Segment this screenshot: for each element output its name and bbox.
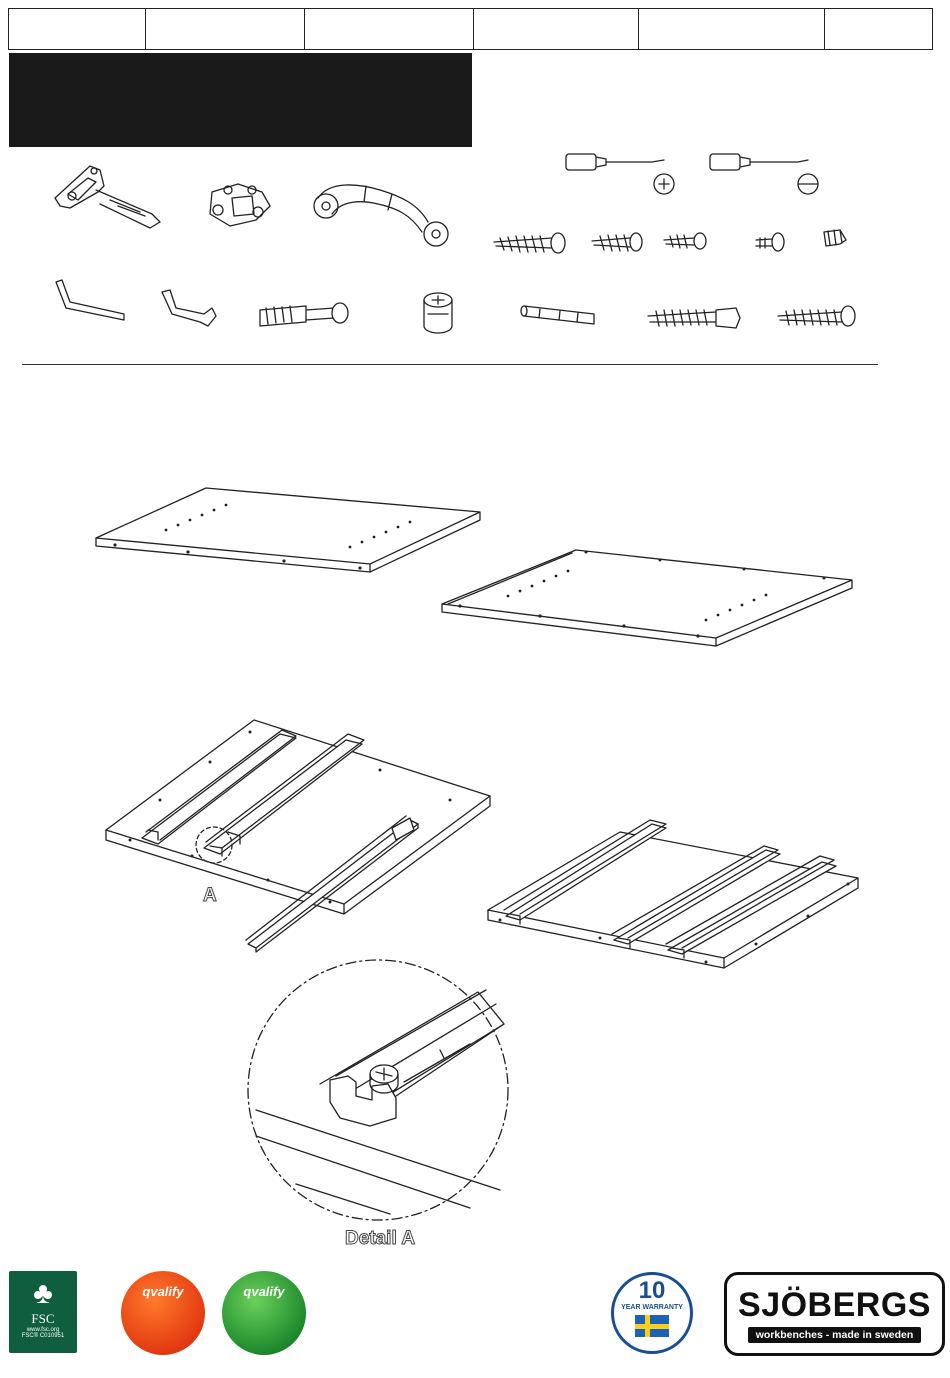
fsc-code: FSC® C010951 <box>21 1333 65 1339</box>
screw-icon <box>824 230 846 246</box>
swedish-flag-icon <box>635 1315 669 1337</box>
flat-screwdriver-icon <box>710 154 818 194</box>
warranty-text: YEAR WARRANTY <box>621 1304 683 1311</box>
hinge-plate-icon <box>210 184 270 226</box>
panel-illustration <box>442 550 852 646</box>
phillips-screwdriver-icon <box>566 154 674 194</box>
panel-with-runners-illustration <box>488 820 858 968</box>
fsc-web: www.fsc.org <box>26 1327 60 1333</box>
fsc-mark: FSC <box>31 1311 55 1326</box>
screw-icon <box>756 233 784 251</box>
cam-lock-icon <box>424 293 452 333</box>
panel-illustration <box>96 488 480 572</box>
allen-key-icon <box>162 290 216 326</box>
handle-icon <box>314 185 448 246</box>
panel-with-runners-illustration <box>106 720 490 952</box>
divider-line <box>22 364 878 365</box>
detail-a-illustration <box>248 960 508 1220</box>
screw-icon <box>648 308 740 328</box>
dowel-icon <box>521 306 594 324</box>
hinge-icon <box>55 166 160 228</box>
cam-bolt-icon <box>260 303 348 326</box>
screw-icon <box>778 306 855 326</box>
warranty-badge <box>611 1272 693 1354</box>
brand-name: SJÖBERGS <box>738 1286 931 1324</box>
screw-icon <box>664 233 706 249</box>
fsc-logo <box>9 1271 77 1353</box>
qvalify-orange-logo <box>121 1271 205 1355</box>
detail-caption: Detail A <box>345 1228 416 1249</box>
screw-icon <box>592 233 642 251</box>
tree-icon: ♣ <box>33 1277 53 1310</box>
qvalify-green-logo <box>222 1271 306 1355</box>
detail-marker-label: A <box>203 885 217 906</box>
brand-tagline: workbenches - made in sweden <box>748 1327 922 1343</box>
qvalify-green-text: qvalify <box>243 1284 285 1299</box>
screw-icon <box>494 233 565 253</box>
qvalify-orange-text: qvalify <box>142 1284 184 1299</box>
brand-logo <box>724 1272 945 1356</box>
allen-key-icon <box>56 280 124 320</box>
warranty-number: 10 <box>638 1277 666 1304</box>
